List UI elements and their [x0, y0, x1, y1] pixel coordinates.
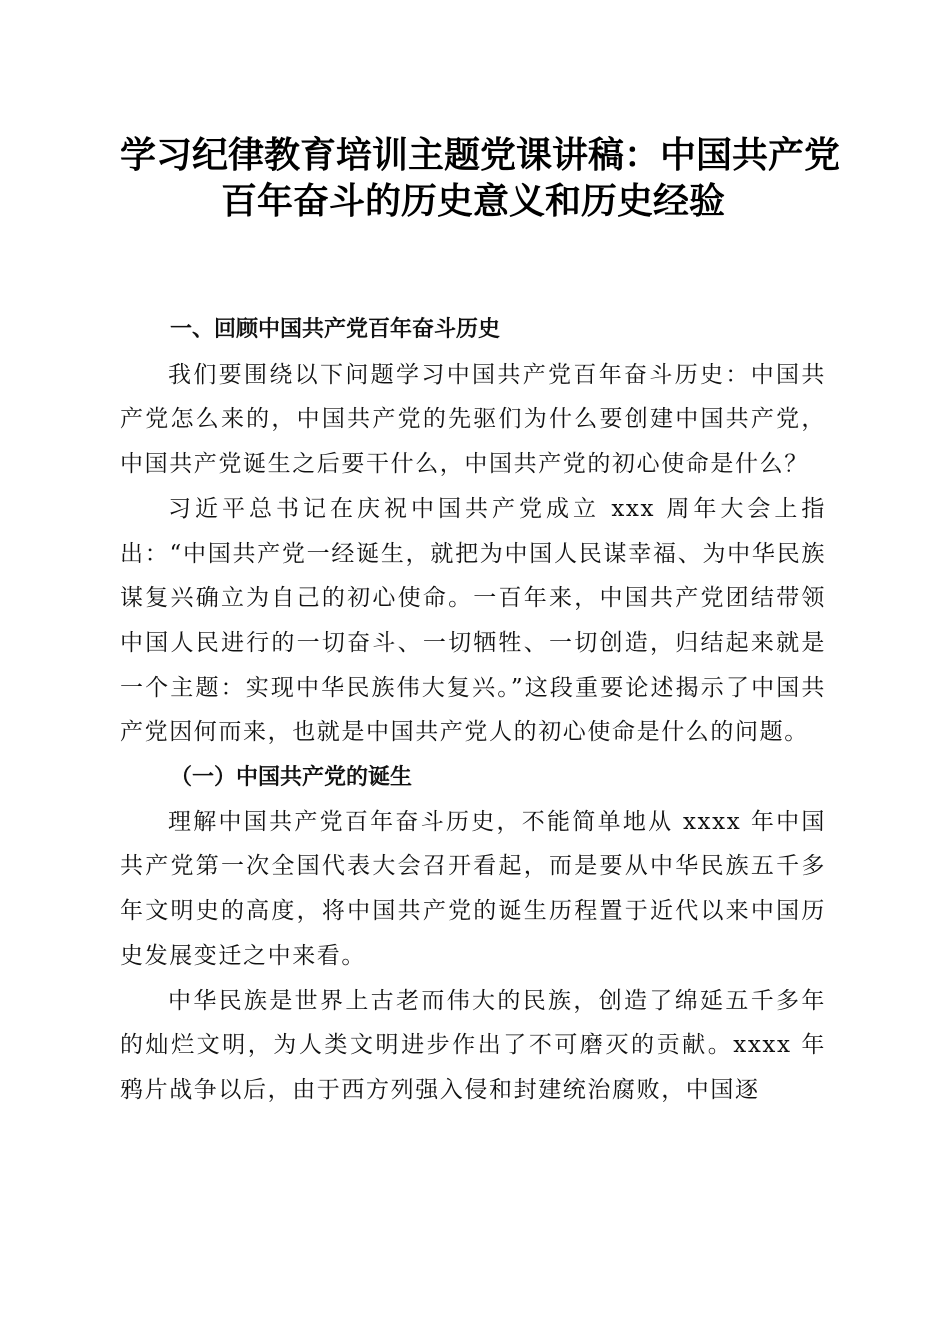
document-title [120, 132, 841, 224]
document-body [120, 308, 826, 1113]
paragraph-4: 中华民族是世界上古老而伟大的民族，创造了绵延五千多年的灿烂文明，为人类文明进步作出了不可磨灭的贡献。xxxx 年鸦片战争以后，由于西方列强入侵和封建统治腐败，中国逐 [120, 987, 826, 1103]
paragraph-1: 我们要围绕以下问题学习中国共产党百年奋斗历史：中国共产党怎么来的，中国共产党的先驱们为什么要创建中国共产党，中国共产党诞生之后要干什么，中国共产党的初心使命是什么？ [120, 361, 826, 478]
title-line-1: 学习纪律教育培训主题党课讲稿：中国共产党 [120, 134, 841, 176]
paragraph-3: 理解中国共产党百年奋斗历史，不能简单地从 xxxx 年中国共产党第一次全国代表大会召开看起，而是要从中华民族五千多年文明史的高度，将中国共产党的诞生历程置于近代以来中国历史发展变迁之中来看。 [120, 808, 826, 969]
title-line-2: 百年奋斗的历史意义和历史经验 [220, 180, 725, 222]
paragraph-2: 习近平总书记在庆祝中国共产党成立 xxx 周年大会上指出：“中国共产党一经诞生，就把为中国人民谋幸福、为中华民族谋复兴确立为自己的初心使命。一百年来，中国共产党团结带领中国人民进行的一切奋斗、一切牺牲、一切创造，归结起来就是一个主题：实现中华民族伟大复兴。”这段重要论述揭示了中国共产党因何而来，也就是中国共产党人的初心使命是什么的问题。 [120, 495, 826, 746]
document-page [120, 132, 841, 1113]
subsection-heading-1: （一）中国共产党的诞生 [170, 764, 413, 791]
section-heading-1: 一、回顾中国共产党百年奋斗历史 [170, 317, 501, 342]
